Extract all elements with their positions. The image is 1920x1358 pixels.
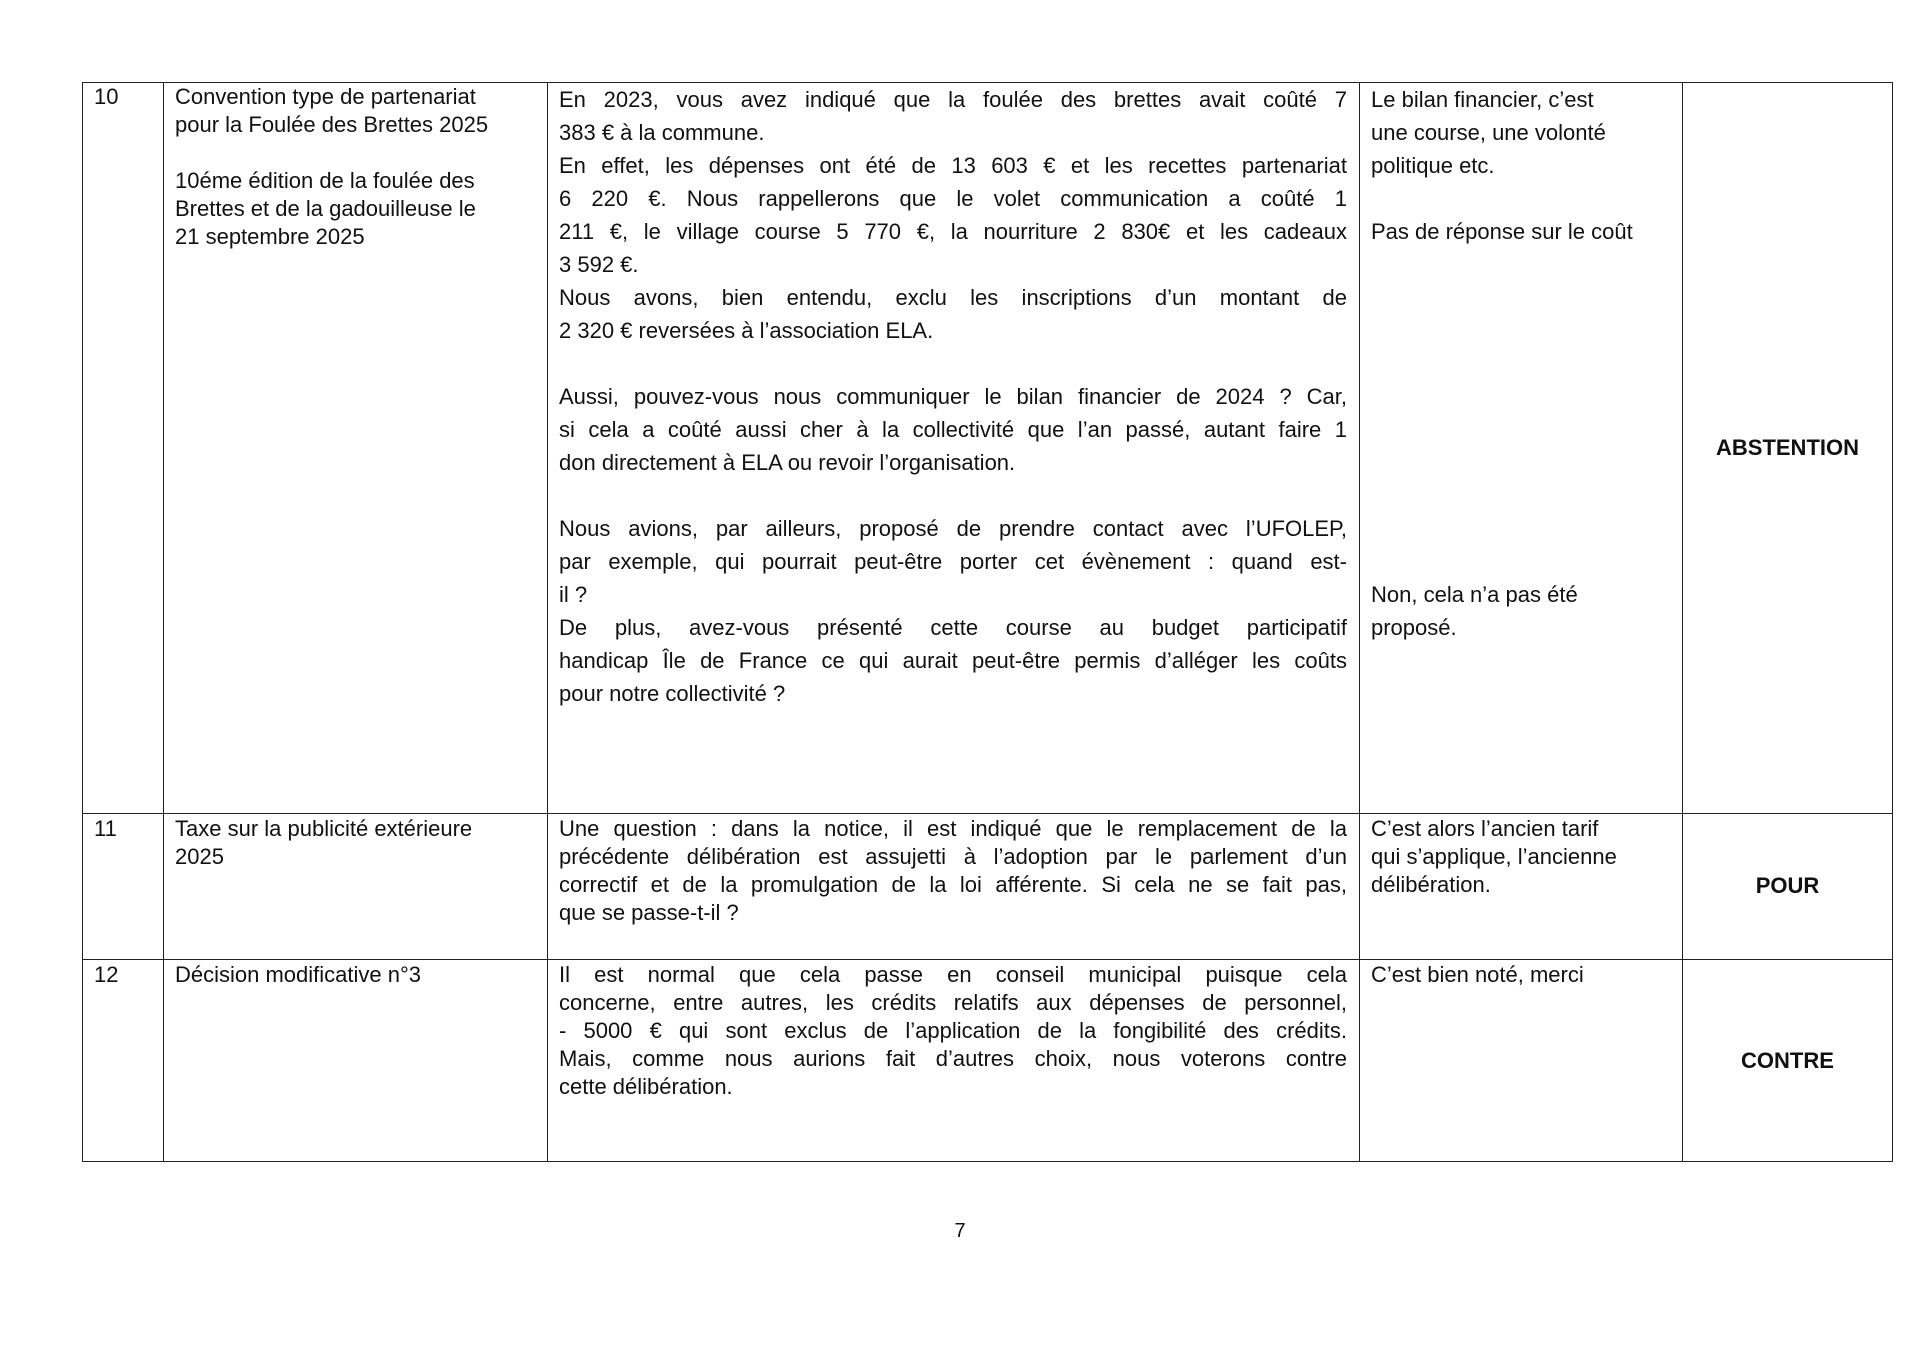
title-line: Brettes et de la gadouilleuse le [175, 196, 476, 221]
question-line: que se passe-t-il ? [559, 900, 739, 925]
item-title [175, 83, 543, 251]
answer-line: proposé. [1371, 615, 1457, 640]
question-line: correctif et de la promulgation de la loi afférente. Si cela ne se fait pas, [559, 872, 1347, 897]
question-line [559, 347, 1347, 380]
row-divider [82, 959, 1893, 960]
answer-line [1371, 512, 1678, 545]
question-line: - 5000 € qui sont exclus de l’application de la fongibilité des crédits. [559, 1018, 1347, 1043]
question-line: précédente délibération est assujetti à l’adoption par le parlement d’un [559, 844, 1347, 869]
question-line: 383 € à la commune. [559, 120, 765, 145]
answer-line: Le bilan financier, c’est [1371, 87, 1594, 112]
question-line: par exemple, qui pourrait peut-être porter cet évènement : quand est- [559, 549, 1347, 574]
answer-line [1371, 248, 1678, 281]
question-line: Une question : dans la notice, il est indiqué que le remplacement de la [559, 816, 1347, 841]
answer-line: délibération. [1371, 872, 1491, 897]
question-line [559, 479, 1347, 512]
question-line: En effet, les dépenses ont été de 13 603 € et les recettes partenariat [559, 153, 1347, 178]
title-line: Convention type de partenariat [175, 84, 476, 109]
answer-line [1371, 413, 1678, 446]
item-title [175, 815, 543, 871]
title-line [175, 139, 543, 167]
question-line: don directement à ELA ou revoir l’organisation. [559, 450, 1016, 475]
answer-line [1371, 380, 1678, 413]
question-line: Nous avions, par ailleurs, proposé de prendre contact avec l’UFOLEP, [559, 516, 1347, 541]
answer-line [1371, 479, 1678, 512]
question-cell [559, 83, 1347, 710]
question-line: 211 €, le village course 5 770 €, la nourriture 2 830€ et les cadeaux [559, 219, 1347, 244]
answer-line: une course, une volonté [1371, 120, 1606, 145]
item-number [94, 83, 161, 111]
answer-line [1371, 446, 1678, 479]
column-divider [547, 82, 548, 1162]
question-line: 2 320 € reversées à l’association ELA. [559, 318, 934, 343]
item-number [94, 815, 161, 843]
question-line: si cela a coûté aussi cher à la collectivité que l’an passé, autant faire 1 [559, 417, 1347, 442]
answer-cell [1371, 83, 1678, 644]
question-line: De plus, avez-vous présenté cette course au budget participatif [559, 615, 1347, 640]
title-line: 2025 [175, 844, 224, 869]
row-divider [82, 813, 1893, 814]
item-number-text: 11 [94, 816, 117, 841]
question-line: Mais, comme nous aurions fait d’autres choix, nous voterons contre [559, 1046, 1347, 1071]
title-line: pour la Foulée des Brettes 2025 [175, 112, 489, 137]
answer-line [1371, 281, 1678, 314]
answer-line: Non, cela n’a pas été [1371, 582, 1578, 607]
answer-line [1371, 347, 1678, 380]
title-line: Décision modificative n°3 [175, 962, 422, 987]
answer-line: politique etc. [1371, 153, 1495, 178]
question-line: Nous avons, bien entendu, exclu les inscriptions d’un montant de [559, 285, 1347, 310]
answer-line: Pas de réponse sur le coût [1371, 219, 1633, 244]
column-divider [163, 82, 164, 1162]
question-line: handicap Île de France ce qui aurait peut-être permis d’alléger les coûts [559, 648, 1347, 673]
question-line: En 2023, vous avez indiqué que la foulée des brettes avait coûté 7 [559, 87, 1347, 112]
vote-result: ABSTENTION [1716, 434, 1859, 460]
question-line: Il est normal que cela passe en conseil municipal puisque cela [559, 962, 1347, 987]
question-line: 3 592 €. [559, 252, 639, 277]
answer-line [1371, 545, 1678, 578]
item-title [175, 961, 543, 989]
page-number: 7 [954, 1220, 966, 1242]
answer-line: qui s’applique, l’ancienne [1371, 844, 1617, 869]
question-line: il ? [559, 582, 588, 607]
question-line: cette délibération. [559, 1074, 733, 1099]
item-number [94, 961, 161, 989]
answer-line: C’est alors l’ancien tarif [1371, 816, 1599, 841]
question-line: concerne, entre autres, les crédits relatifs aux dépenses de personnel, [559, 990, 1347, 1015]
answer-line [1371, 182, 1678, 215]
vote-result: CONTRE [1741, 1047, 1834, 1073]
question-cell [559, 815, 1347, 927]
question-line: 6 220 €. Nous rappellerons que le volet communication a coûté 1 [559, 186, 1347, 211]
title-line: 21 septembre 2025 [175, 224, 365, 249]
vote-result: POUR [1755, 873, 1820, 898]
title-line: 10éme édition de la foulée des [175, 168, 475, 193]
question-cell [559, 961, 1347, 1101]
answer-cell [1371, 961, 1678, 989]
answer-line: C’est bien noté, merci [1371, 962, 1584, 987]
answer-cell [1371, 815, 1678, 899]
item-number-text: 12 [94, 962, 119, 987]
title-line: Taxe sur la publicité extérieure [175, 816, 473, 841]
item-number-text: 10 [94, 84, 119, 109]
answer-line [1371, 314, 1678, 347]
question-line: pour notre collectivité ? [559, 681, 786, 706]
column-divider [1359, 82, 1360, 1162]
question-line: Aussi, pouvez-vous nous communiquer le bilan financier de 2024 ? Car, [559, 384, 1347, 409]
